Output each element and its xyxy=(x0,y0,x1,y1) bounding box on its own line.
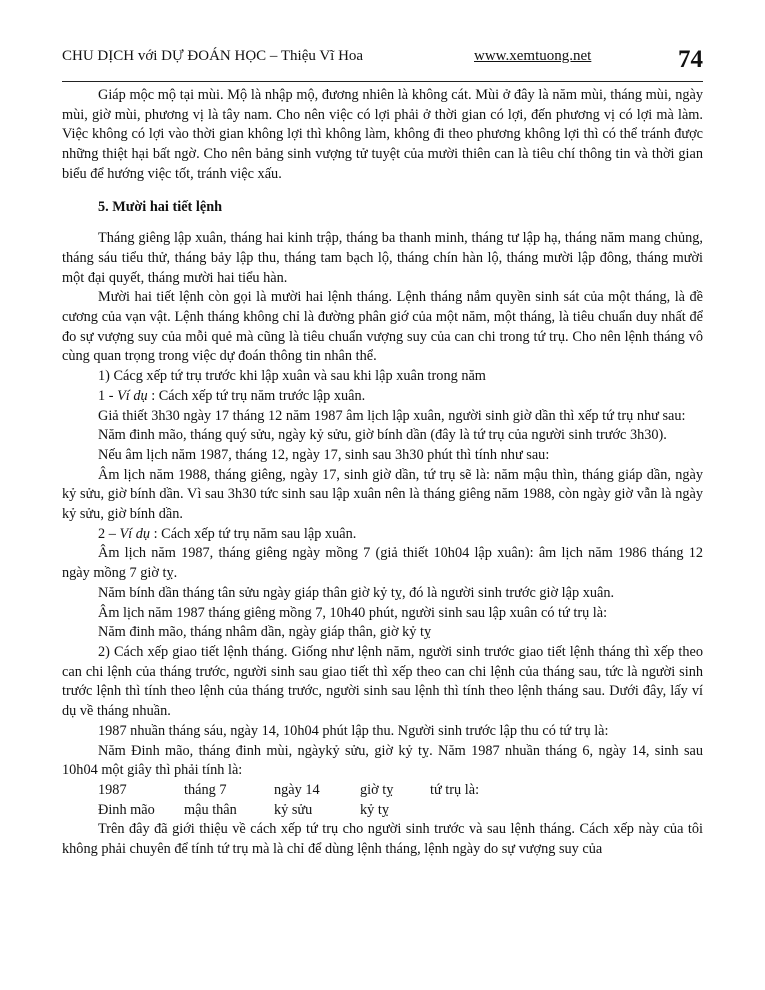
paragraph: Âm lịch năm 1988, tháng giêng, ngày 17, sinh giờ dần, tứ trụ sẽ là: năm mậu thìn, tháng giáp dần, ngày kỷ sửu, giờ bính dần. Vì sau 3h30 tức sinh sau lập xuân nên là tháng giêng năm 1988, còn ngày giờ vẫn là ngày kỷ sửu, giờ bính dần. xyxy=(62,466,703,523)
page-header xyxy=(62,44,703,80)
header-rule xyxy=(62,81,703,82)
paragraph: 1) Cácg xếp tứ trụ trước khi lập xuân và sau khi lập xuân trong năm xyxy=(98,368,486,385)
paragraph: Năm Đinh mão, tháng đinh mùi, ngàykỷ sửu, giờ kỷ tỵ. Năm 1987 nhuần tháng 6, ngày 14, sinh sau 10h04 một giây thì phải tính là: xyxy=(62,742,703,779)
pillar-cell: tứ trụ là: xyxy=(430,781,480,798)
paragraph: Âm lịch năm 1987, tháng giêng ngày mồng 7 (giả thiết 10h04 lập xuân): âm lịch năm 1986 tháng 12 ngày mồng 7 giờ tỵ. xyxy=(62,545,703,582)
pillar-cell: kỷ tỵ xyxy=(360,801,389,818)
pillar-cell: Đinh mão xyxy=(98,801,155,818)
pillar-cell: 1987 xyxy=(98,781,127,798)
paragraph: Giáp mộc mộ tại mùi. Mộ là nhập mộ, đương nhiên là không cát. Mùi ở đây là năm mùi, tháng mùi, ngày mùi, giờ mùi, phương vị là tây nam. Cho nên việc có lợi phải ở thời gian có lợi, đến phương vị có lợi mà làm. Việc không có lợi vào thời gian không lợi thì không làm, không đi theo phương không lợi thì có thể tránh được những thiệt hại bất ngờ. Cho nên bảng sinh vượng tử tuyệt của mười thiên can là tiêu chí thông tin và thời gian biểu để hướng việc tốt, tránh việc xấu. xyxy=(62,87,703,182)
pillar-cell: kỷ sửu xyxy=(274,801,313,818)
pillar-row xyxy=(62,781,703,801)
paragraph: 2) Cách xếp giao tiết lệnh tháng. Giống như lệnh năm, người sinh trước giao tiết lệnh tháng thì xếp theo can chi lệnh của tháng trước, người sinh sau giao tiết thì xếp theo can chi lệnh của tháng sau, tức là người sinh trước lệnh thì tính theo lệnh của tháng trước, người sinh sau lệnh thì tính theo lệnh tháng sau. Dưới đây, lấy ví dụ về tháng nhuần. xyxy=(62,643,703,720)
pillar-cell xyxy=(430,801,550,821)
page-body xyxy=(62,86,703,860)
paragraph: Trên đây đã giới thiệu về cách xếp tứ trụ cho người sinh trước và sau lệnh tháng. Cách xếp này của tôi không phải chuyên để tính tứ trụ mà là chỉ để dùng lệnh tháng, lệnh ngày do sự vượng suy của xyxy=(62,821,703,858)
example-label: Ví dụ xyxy=(117,387,148,404)
paragraph: Năm đinh mão, tháng quý sửu, ngày kỷ sửu, giờ bính dần (đây là tứ trụ của người sinh trước 3h30). xyxy=(98,427,667,444)
paragraph: Năm bính dần tháng tân sửu ngày giáp thân giờ kỷ tỵ, đó là người sinh trước giờ lập xuân. xyxy=(98,584,615,601)
example-label: Ví dụ xyxy=(119,525,151,542)
book-title: CHU DỊCH với DỰ ĐOÁN HỌC – Thiệu Vĩ Hoa xyxy=(62,48,364,64)
paragraph: Mười hai tiết lệnh còn gọi là mười hai lệnh tháng. Lệnh tháng nắm quyền sinh sát của một tháng, là đề cương của vạn vật. Lệnh tháng không chỉ là đường phân giớ của một năm, một tháng, là tiêu chuẩn duy nhất để đo sự vượng suy của mỗi quẻ mà cũng là tiêu chuẩn vượng suy của can chi trong tứ trụ. Cho nên lệnh tháng vô cùng quan trọng trong việc dự đoán thông tin nhân thể. xyxy=(62,289,703,365)
website-link[interactable]: www.xemtuong.net xyxy=(474,48,592,64)
page-number: 74 xyxy=(678,46,703,73)
pillar-cell: tháng 7 xyxy=(184,781,227,798)
pillar-cell: giờ tỵ xyxy=(360,781,394,798)
paragraph: Năm đinh mão, tháng nhâm dần, ngày giáp thân, giờ kỷ tỵ xyxy=(98,624,432,641)
section-heading: 5. Mười hai tiết lệnh xyxy=(98,198,223,215)
pillar-cell: mậu thân xyxy=(184,801,237,818)
example-line: 1 - Ví dụ : Cách xếp tứ trụ năm trước lập xuân. xyxy=(98,387,366,404)
paragraph: Nếu âm lịch năm 1987, tháng 12, ngày 17, sinh sau 3h30 phút thì tính như sau: xyxy=(98,446,550,463)
pillar-row xyxy=(62,801,703,821)
pillar-cell: ngày 14 xyxy=(274,781,320,798)
paragraph: Giả thiết 3h30 ngày 17 tháng 12 năm 1987 âm lịch lập xuân, người sinh giờ dần thì xếp tứ trụ như sau: xyxy=(98,407,686,424)
paragraph: Âm lịch năm 1987 tháng giêng mồng 7, 10h40 phút, người sinh sau lập xuân có tứ trụ là: xyxy=(98,604,608,621)
paragraph: 1987 nhuần tháng sáu, ngày 14, 10h04 phút lập thu. Người sinh trước lập thu có tứ trụ là: xyxy=(98,722,609,739)
example-line: 2 – Ví dụ : Cách xếp tứ trụ năm sau lập xuân. xyxy=(98,525,357,542)
paragraph: Tháng giêng lập xuân, tháng hai kinh trập, tháng ba thanh minh, tháng tư lập hạ, tháng năm mang chủng, tháng sáu tiểu thử, tháng bảy lập thu, tháng tam bạch lộ, tháng chín hàn lộ, tháng mười lập đông, tháng mười một đại quyết, tháng mười hai tiểu hàn. xyxy=(62,230,703,286)
